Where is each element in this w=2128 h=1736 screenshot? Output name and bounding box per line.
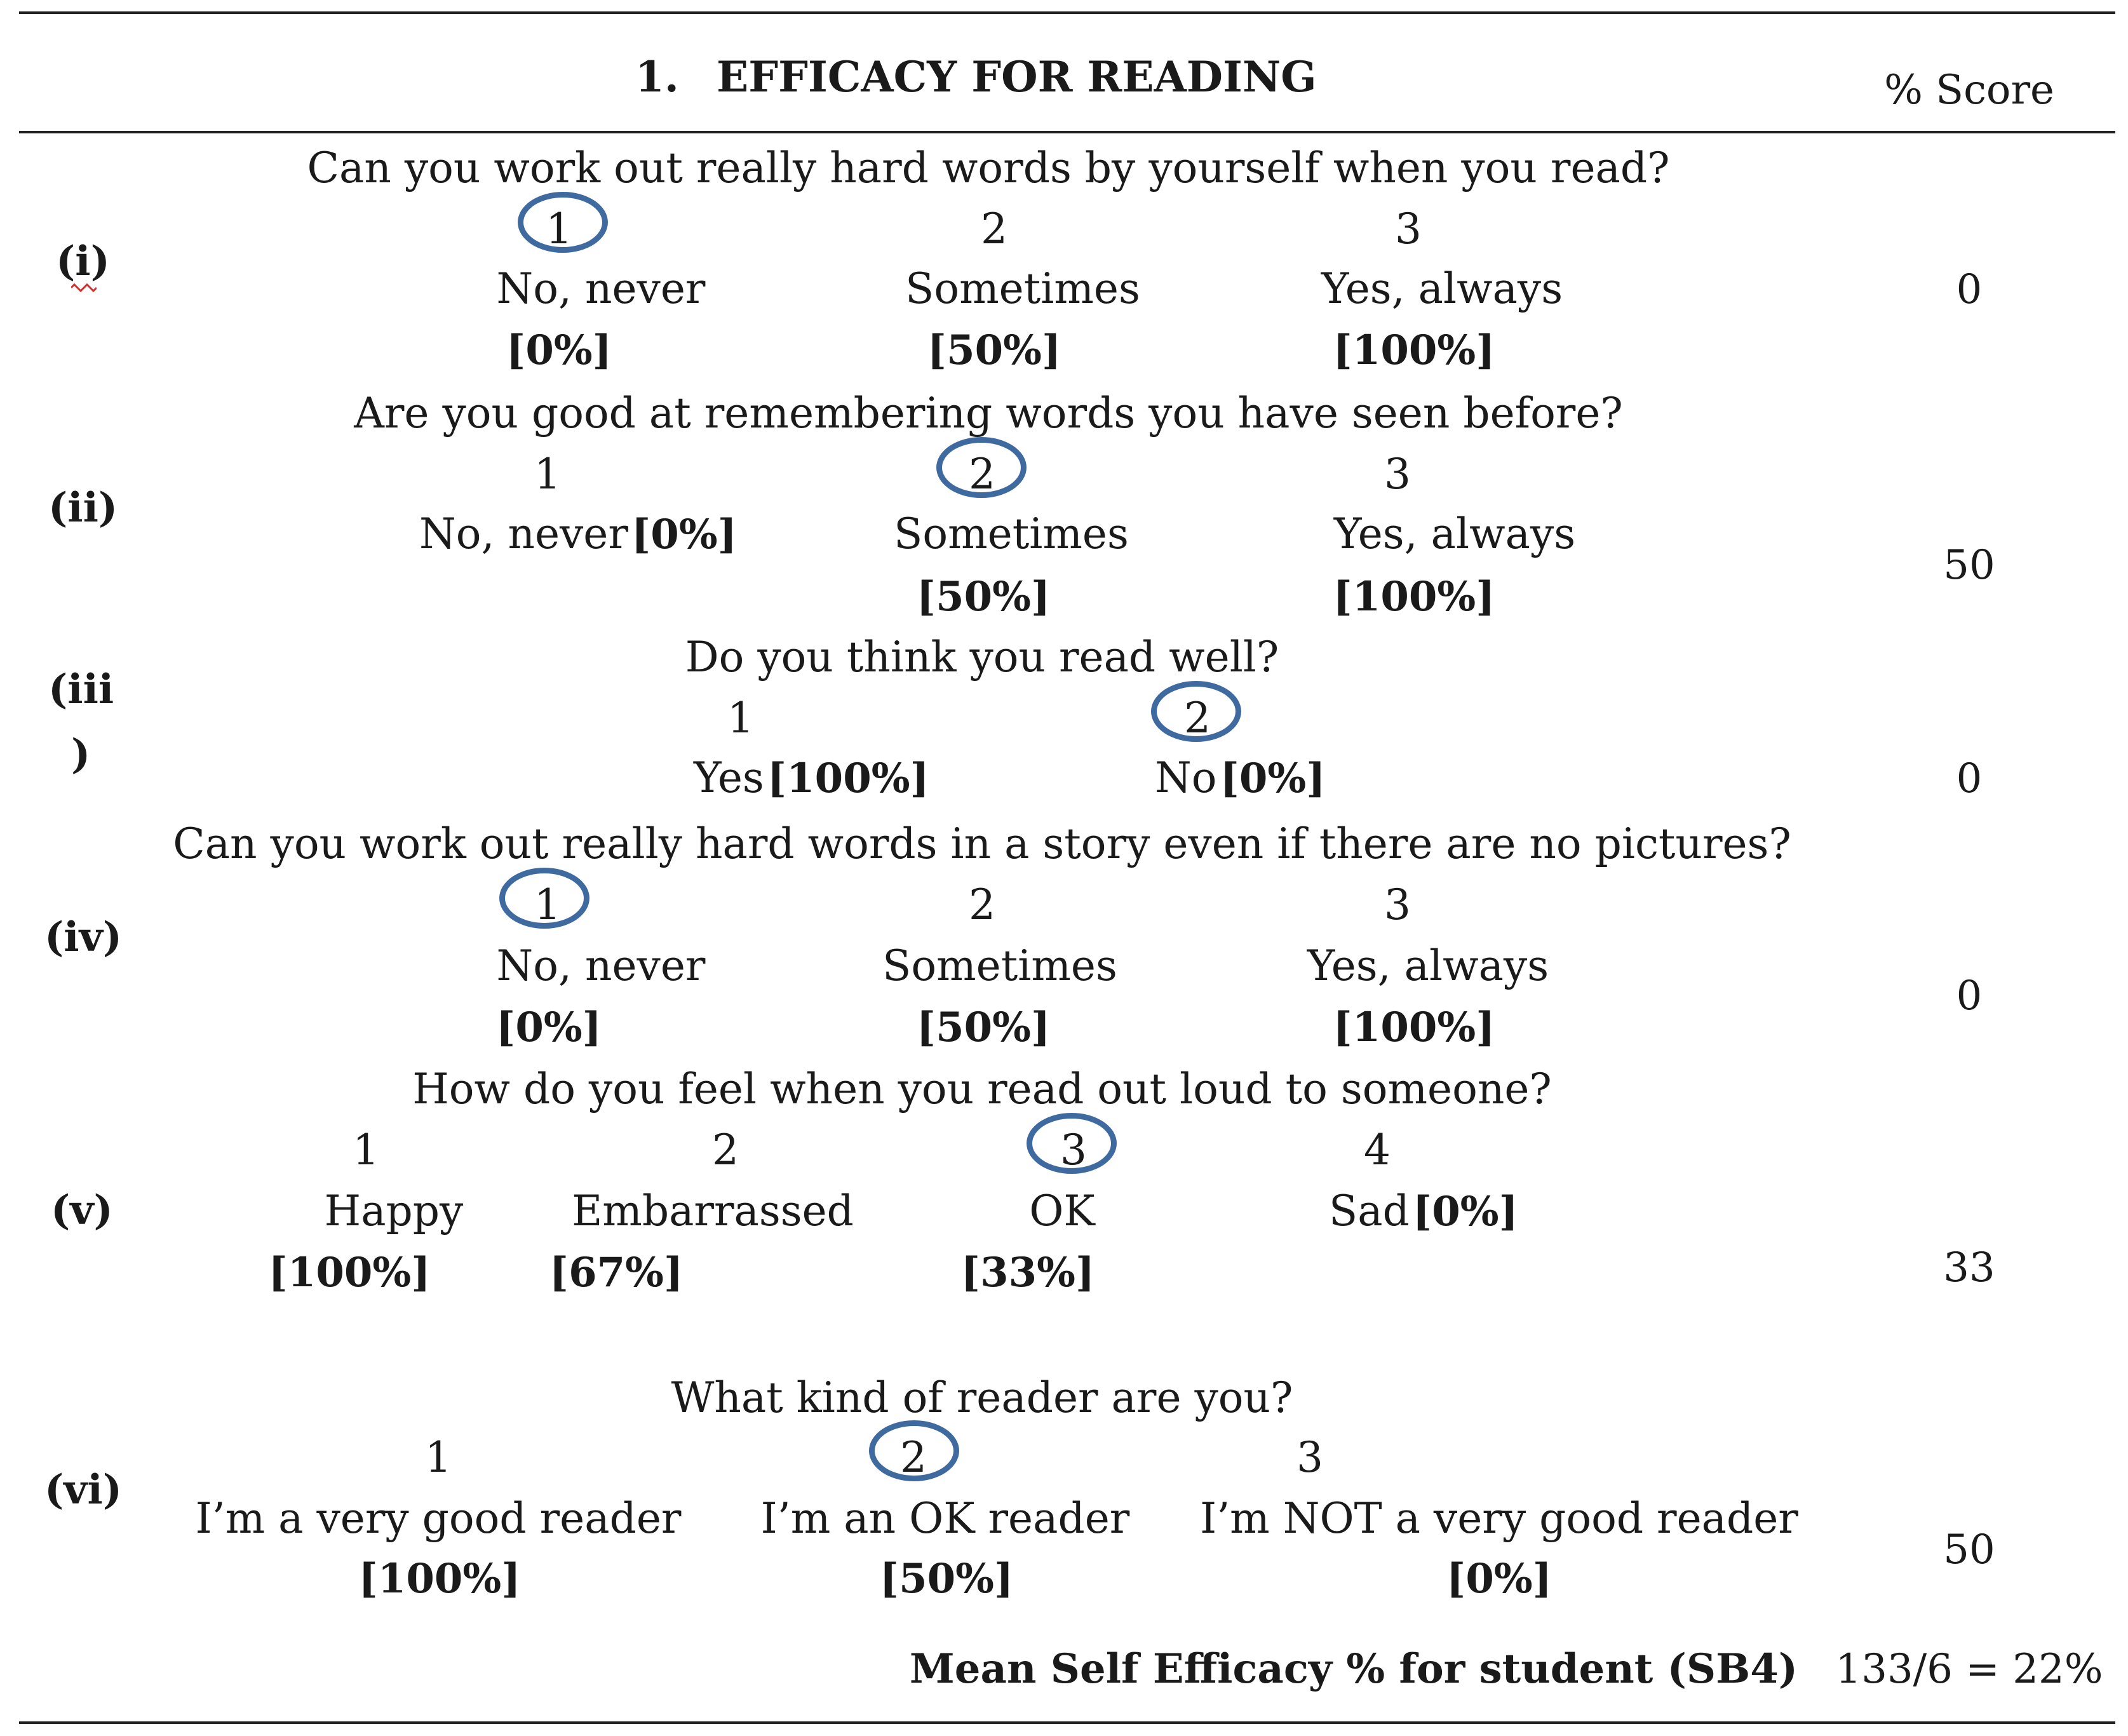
option-label: No, never xyxy=(496,941,706,990)
option-number: 3 xyxy=(1384,880,1411,929)
option-number: 2 xyxy=(969,880,995,929)
row-score: 0 xyxy=(1956,755,1983,802)
row-id-vi: (vi) xyxy=(44,1466,123,1514)
option-number: 1 xyxy=(425,1433,452,1482)
option-label: Yes, always xyxy=(1307,941,1549,990)
option-number: 2 xyxy=(1184,694,1211,743)
selected-answer-circle xyxy=(1151,681,1241,742)
question-i-text: Can you work out really hard words by yourself when you read? xyxy=(307,144,1670,192)
option-percent: [0%] xyxy=(506,326,612,374)
option-percent: [100%] xyxy=(1333,573,1495,621)
option-label: Sometimes xyxy=(882,941,1117,990)
option-number: 2 xyxy=(969,450,995,499)
option-label: Sad xyxy=(1329,1187,1410,1235)
option-percent: [33%] xyxy=(960,1249,1095,1296)
option-number: 4 xyxy=(1364,1126,1391,1174)
option-number: 1 xyxy=(546,205,572,253)
option-label-with-percent xyxy=(694,753,929,802)
selected-answer-circle xyxy=(936,437,1027,498)
option-number: 3 xyxy=(1395,205,1422,253)
selected-answer-circle xyxy=(499,868,589,929)
selected-answer-circle xyxy=(518,192,608,253)
option-number: 2 xyxy=(712,1126,739,1174)
option-number: 2 xyxy=(981,205,1007,253)
option-percent: [100%] xyxy=(268,1249,431,1296)
option-percent: [50%] xyxy=(916,1004,1051,1051)
option-label: Yes, always xyxy=(1333,509,1576,558)
option-label: Sometimes xyxy=(905,264,1140,313)
mean-self-efficacy-label: Mean Self Efficacy % for student (SB4) xyxy=(909,1645,1798,1693)
row-score: 33 xyxy=(1943,1244,1995,1291)
question-vi-text: What kind of reader are you? xyxy=(671,1373,1293,1422)
score-column-header: % Score xyxy=(1884,67,2054,114)
option-number: 1 xyxy=(727,694,754,743)
option-label-with-percent xyxy=(1329,1187,1518,1235)
option-percent: [50%] xyxy=(916,573,1051,621)
option-label: I’m a very good reader xyxy=(195,1494,682,1543)
option-label: I’m an OK reader xyxy=(760,1494,1130,1543)
row-score: 50 xyxy=(1943,542,1995,589)
row-id-ii: (ii) xyxy=(48,484,118,532)
selected-answer-circle xyxy=(869,1420,959,1481)
option-number: 3 xyxy=(1296,1433,1323,1482)
option-percent: [100%] xyxy=(358,1555,521,1603)
row-id-iii-line1: (iii xyxy=(48,666,114,713)
row-id-iii-line2: ) xyxy=(71,730,91,778)
option-percent: [67%] xyxy=(549,1249,684,1296)
option-label: Happy xyxy=(324,1187,464,1235)
option-percent: [100%] xyxy=(767,755,929,802)
spellcheck-underline xyxy=(71,283,97,292)
option-label: OK xyxy=(1029,1187,1095,1235)
question-iii-text: Do you think you read well? xyxy=(685,633,1279,682)
option-number: 1 xyxy=(534,450,561,499)
section-title: EFFICACY FOR READING xyxy=(717,52,1317,102)
section-number: 1. xyxy=(635,52,679,102)
option-percent: [0%] xyxy=(1220,755,1326,802)
option-percent: [0%] xyxy=(631,511,737,558)
header-rule xyxy=(19,131,2115,133)
row-id-v: (v) xyxy=(51,1187,113,1234)
option-label-with-percent xyxy=(1155,753,1326,802)
question-iv-text: Can you work out really hard words in a story even if there are no pictures? xyxy=(173,819,1791,868)
option-percent: [100%] xyxy=(1333,1004,1495,1051)
option-label: I’m NOT a very good reader xyxy=(1200,1494,1798,1543)
row-score: 50 xyxy=(1943,1526,1995,1573)
bottom-rule xyxy=(19,1721,2115,1724)
option-number: 2 xyxy=(900,1433,927,1482)
option-percent: [100%] xyxy=(1333,326,1495,374)
row-id-i-text: (i) xyxy=(56,238,110,285)
mean-self-efficacy-value: 133/6 = 22% xyxy=(1835,1646,2103,1693)
option-percent: [50%] xyxy=(879,1555,1014,1603)
option-label: Embarrassed xyxy=(572,1187,854,1235)
option-label: Yes, always xyxy=(1321,264,1563,313)
option-label: No, never xyxy=(496,264,706,313)
selected-answer-circle xyxy=(1027,1113,1117,1174)
option-label: Sometimes xyxy=(894,509,1129,558)
option-label: No, never xyxy=(419,509,628,558)
row-score: 0 xyxy=(1956,266,1983,313)
option-number: 1 xyxy=(353,1126,379,1174)
option-label: No xyxy=(1155,753,1217,802)
question-v-text: How do you feel when you read out loud to someone? xyxy=(412,1065,1552,1114)
option-percent: [0%] xyxy=(496,1004,602,1051)
option-label-with-percent xyxy=(419,509,737,558)
option-percent: [0%] xyxy=(1412,1188,1518,1235)
option-number: 3 xyxy=(1060,1126,1087,1174)
option-percent: [50%] xyxy=(927,326,1061,374)
top-rule xyxy=(19,11,2115,14)
option-percent: [0%] xyxy=(1446,1555,1552,1603)
option-number: 1 xyxy=(534,880,561,929)
row-score: 0 xyxy=(1956,972,1983,1019)
row-id-iv: (iv) xyxy=(44,913,123,961)
option-number: 3 xyxy=(1384,450,1411,499)
option-label: Yes xyxy=(694,753,764,802)
question-ii-text: Are you good at remembering words you have seen before? xyxy=(354,389,1623,438)
